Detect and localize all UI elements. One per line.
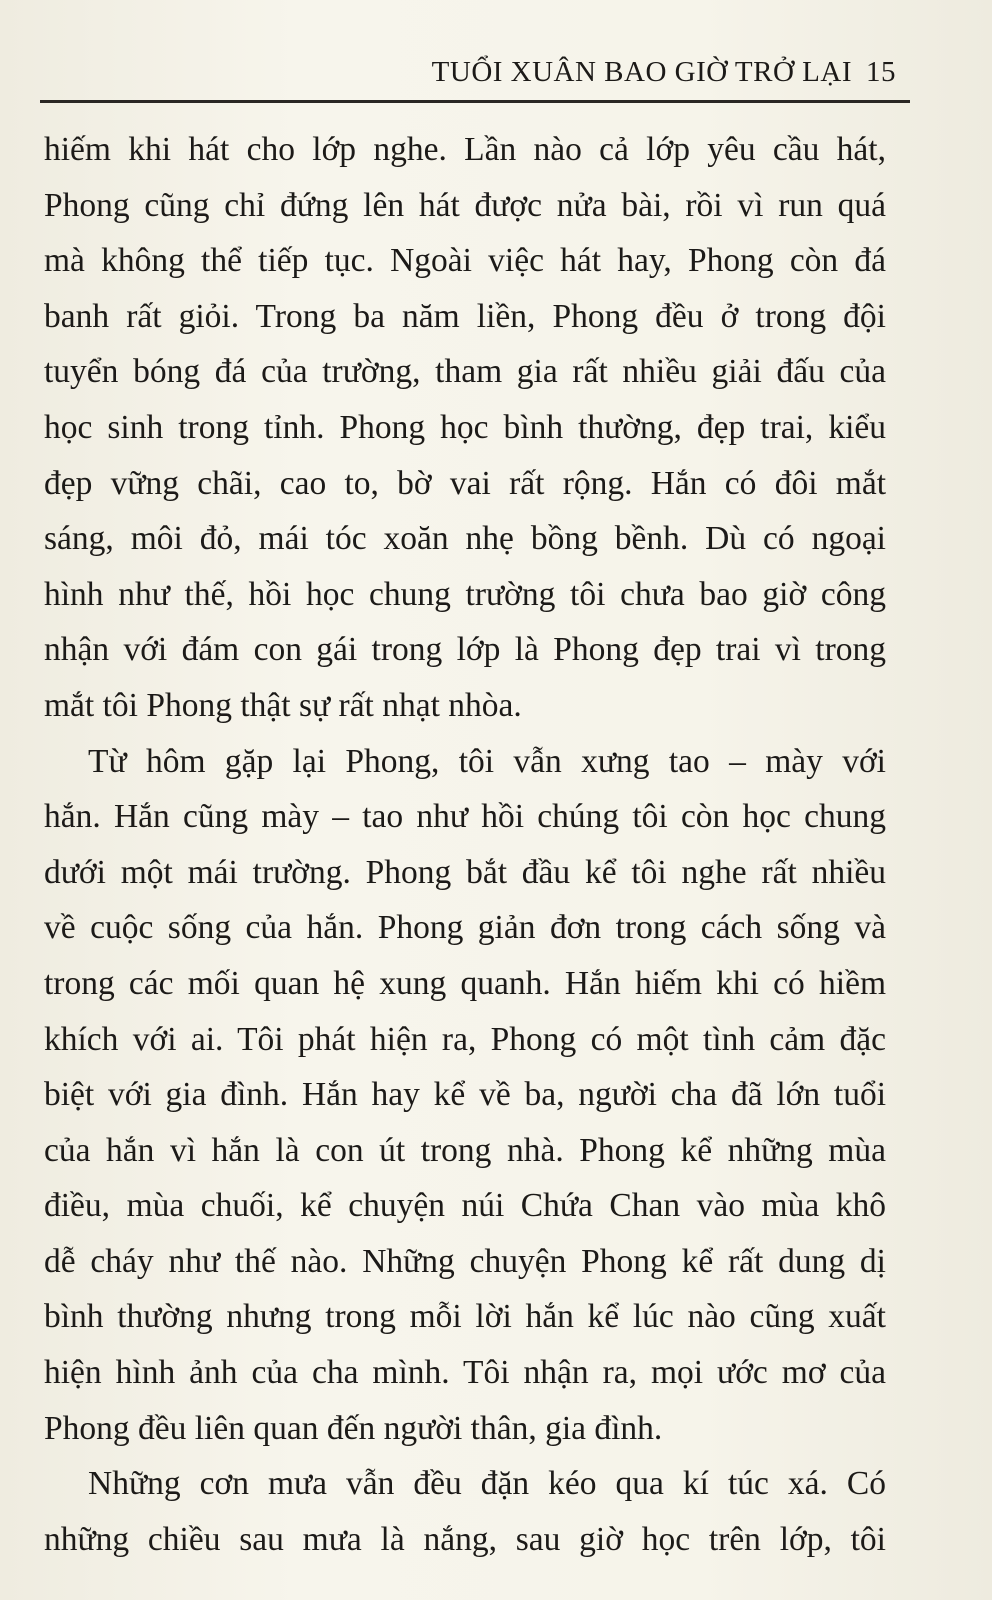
- text-line: dễ cháy như thế nào. Những chuyện Phong kể rất dung dị: [44, 1242, 886, 1280]
- text-line: trong các mối quan hệ xung quanh. Hắn hiếm khi có hiềm: [44, 964, 886, 1002]
- header-rule: [40, 100, 910, 103]
- text-line: điều, mùa chuối, kể chuyện núi Chứa Chan vào mùa khô: [44, 1187, 886, 1225]
- text-line: bình thường nhưng trong mỗi lời hắn kể lúc nào cũng xuất: [44, 1298, 886, 1336]
- running-header: [432, 56, 896, 89]
- paragraph: [44, 1456, 886, 1567]
- text-line: hiện hình ảnh của cha mình. Tôi nhận ra, mọi ước mơ của: [44, 1354, 886, 1392]
- body-text: [44, 122, 886, 1567]
- text-line: hình như thế, hồi học chung trường tôi chưa bao giờ công: [44, 575, 886, 613]
- text-line: biệt với gia đình. Hắn hay kể về ba, người cha đã lớn tuổi: [44, 1076, 886, 1114]
- text-line: Phong đều liên quan đến người thân, gia đình.: [44, 1409, 663, 1447]
- text-line: mà không thể tiếp tục. Ngoài việc hát hay, Phong còn đá: [44, 242, 886, 280]
- paragraph: [44, 734, 886, 1457]
- text-line: khích với ai. Tôi phát hiện ra, Phong có một tình cảm đặc: [44, 1020, 886, 1058]
- text-line: Những cơn mưa vẫn đều đặn kéo qua kí túc xá. Có: [88, 1465, 886, 1503]
- page-number: 15: [866, 56, 896, 88]
- paragraph: [44, 122, 886, 734]
- text-line: Phong cũng chỉ đứng lên hát được nửa bài, rồi vì run quá: [44, 186, 886, 224]
- text-line: của hắn vì hắn là con út trong nhà. Phong kể những mùa: [44, 1131, 886, 1169]
- text-line: hiếm khi hát cho lớp nghe. Lần nào cả lớp yêu cầu hát,: [44, 131, 886, 168]
- text-line: đẹp vững chãi, cao to, bờ vai rất rộng. Hắn có đôi mắt: [44, 464, 886, 502]
- text-line: nhận với đám con gái trong lớp là Phong đẹp trai vì trong: [44, 631, 886, 669]
- text-line: về cuộc sống của hắn. Phong giản đơn trong cách sống và: [44, 909, 886, 947]
- text-line: Từ hôm gặp lại Phong, tôi vẫn xưng tao – mày với: [88, 742, 886, 780]
- text-line: banh rất giỏi. Trong ba năm liền, Phong đều ở trong đội: [44, 297, 886, 335]
- running-header-title: TUỔI XUÂN BAO GIỜ TRỞ LẠI: [431, 56, 852, 88]
- text-line: những chiều sau mưa là nắng, sau giờ học trên lớp, tôi: [44, 1520, 886, 1558]
- text-line: sáng, môi đỏ, mái tóc xoăn nhẹ bồng bềnh. Dù có ngoại: [44, 520, 886, 558]
- text-line: tuyển bóng đá của trường, tham gia rất nhiều giải đấu của: [44, 353, 886, 391]
- text-line: mắt tôi Phong thật sự rất nhạt nhòa.: [44, 686, 522, 724]
- text-line: dưới một mái trường. Phong bắt đầu kể tôi nghe rất nhiều: [44, 853, 886, 891]
- text-line: học sinh trong tỉnh. Phong học bình thường, đẹp trai, kiểu: [44, 408, 886, 446]
- text-line: hắn. Hắn cũng mày – tao như hồi chúng tôi còn học chung: [44, 798, 886, 836]
